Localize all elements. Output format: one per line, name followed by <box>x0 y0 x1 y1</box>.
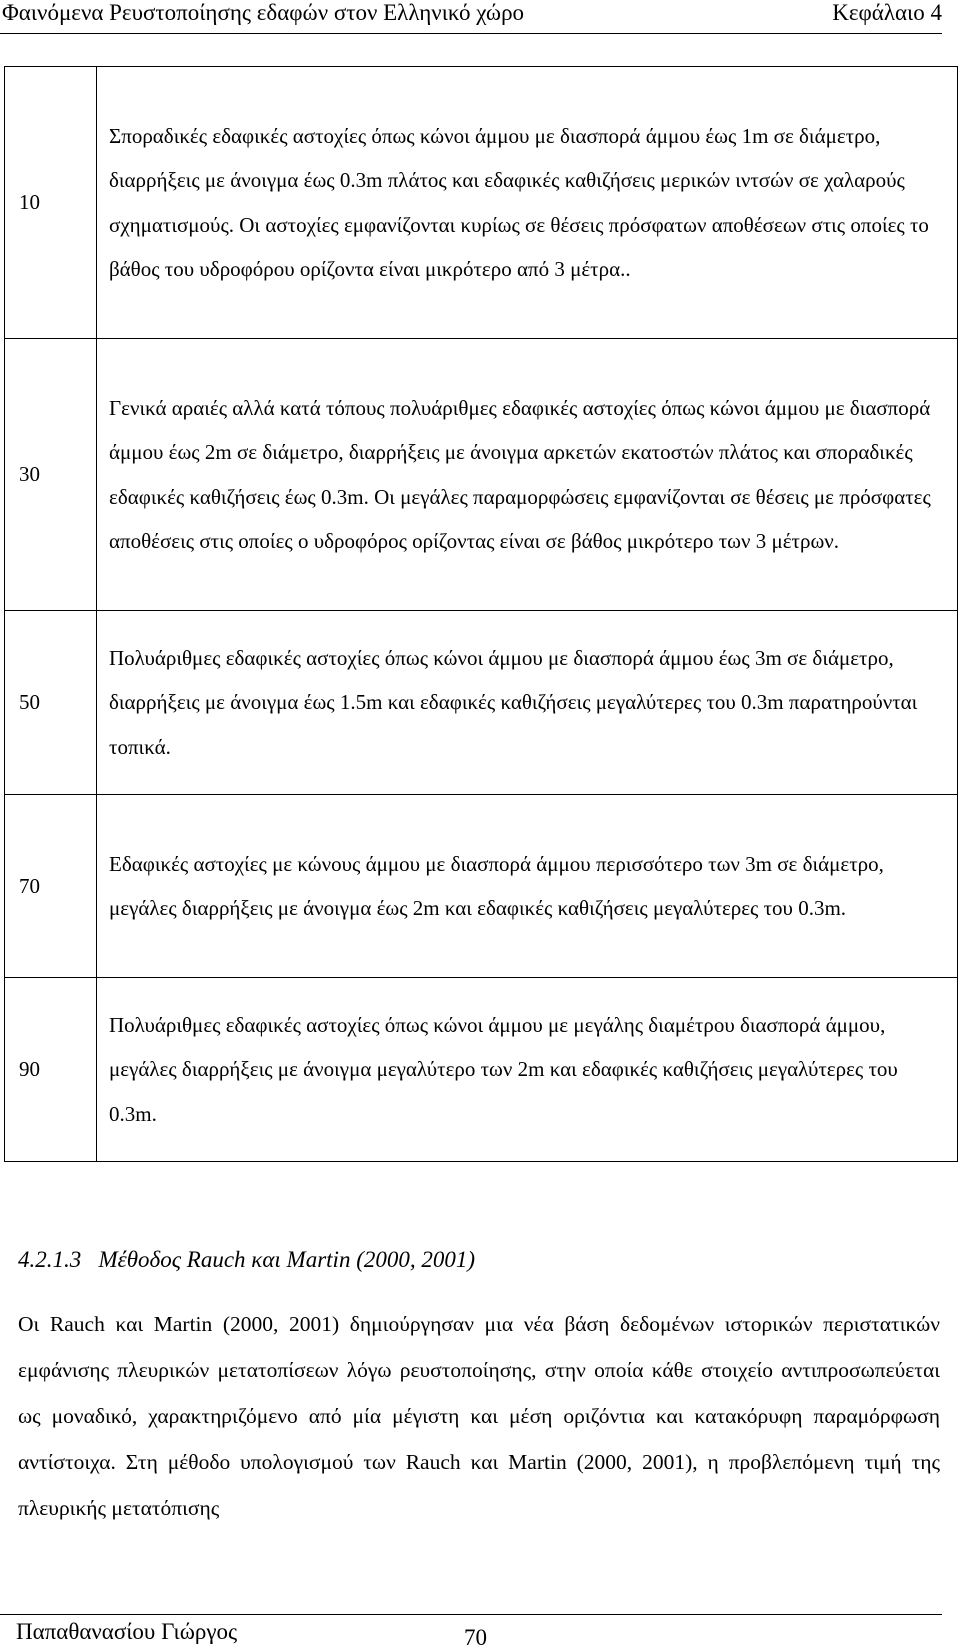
section-heading <box>18 1247 475 1273</box>
footer-author: Παπαθανασίου Γιώργος <box>16 1619 238 1644</box>
intensity-table <box>4 66 958 1162</box>
page-number: 70 <box>464 1625 487 1650</box>
table-row <box>5 795 958 978</box>
row-value: 70 <box>5 795 97 978</box>
body-paragraph: Οι Rauch και Martin (2000, 2001) δημιούργησαν μια νέα βάση δεδομένων ιστορικών περιστατικών εμφάνισης πλευρικών μετατοπίσεων λόγω ρευστοποίησης, στην οποία κάθε στοιχείο αντιπροσωπεύεται ως μοναδικό, χαρακτηριζόμενο από μία μέγιστη και μέση οριζόντια και κατακόρυφη παραμόρφωση αντίστοιχα. Στη μέθοδο υπολογισμού των Rauch και Martin (2000, 2001), η προβλεπόμενη τιμή της πλευρικής μετατόπισης <box>18 1312 940 1520</box>
row-value: 50 <box>5 611 97 795</box>
chapter-label: Κεφάλαιο 4 <box>832 0 942 25</box>
footer-rule <box>0 1614 942 1615</box>
table-row <box>5 978 958 1162</box>
row-value: 10 <box>5 67 97 339</box>
row-description: Σποραδικές εδαφικές αστοχίες όπως κώνοι άμμου με διασπορά άμμου έως 1m σε διάμετρο, διαρρήξεις με άνοιγμα έως 0.3m πλάτος και εδαφικές καθιζήσεις μερικών ιντσών σε χαλαρούς σχηματισμούς. Οι αστοχίες εμφανίζονται κυρίως σε θέσεις πρόσφατων αποθέσεων στις οποίες το βάθος του υδροφόρου ορίζοντα είναι μικρότερο από 3 μέτρα.. <box>97 67 958 339</box>
row-value: 90 <box>5 978 97 1162</box>
row-description: Γενικά αραιές αλλά κατά τόπους πολυάριθμες εδαφικές αστοχίες όπως κώνοι άμμου με διασπορά άμμου έως 2m σε διάμετρο, διαρρήξεις με άνοιγμα αρκετών εκατοστών πλάτος και σποραδικές εδαφικές καθιζήσεις έως 0.3m. Οι μεγάλες παραμορφώσεις εμφανίζονται σε θέσεις με πρόσφατες αποθέσεις στις οποίες ο υδροφόρος ορίζοντας είναι σε βάθος μικρότερο των 3 μέτρων. <box>97 339 958 611</box>
page-header <box>0 0 960 40</box>
table-row <box>5 67 958 339</box>
table-row <box>5 611 958 795</box>
row-description: Εδαφικές αστοχίες με κώνους άμμου με διασπορά άμμου περισσότερο των 3m σε διάμετρο, μεγάλες διαρρήξεις με άνοιγμα έως 2m και εδαφικές καθιζήσεις μεγαλύτερες του 0.3m. <box>97 795 958 978</box>
header-rule <box>0 33 942 34</box>
section-number: 4.2.1.3 <box>18 1247 82 1272</box>
row-description: Πολυάριθμες εδαφικές αστοχίες όπως κώνοι άμμου με μεγάλης διαμέτρου διασπορά άμμου, μεγάλες διαρρήξεις με άνοιγμα μεγαλύτερο των 2m και εδαφικές καθιζήσεις μεγαλύτερες του 0.3m. <box>97 978 958 1162</box>
running-title: Φαινόμενα Ρευστοποίησης εδαφών στον Ελληνικό χώρο <box>2 0 525 25</box>
table-row <box>5 339 958 611</box>
row-value: 30 <box>5 339 97 611</box>
row-description: Πολυάριθμες εδαφικές αστοχίες όπως κώνοι άμμου με διασπορά άμμου έως 3m σε διάμετρο, διαρρήξεις με άνοιγμα έως 1.5m και εδαφικές καθιζήσεις μεγαλύτερες του 0.3m παρατηρούνται τοπικά. <box>97 611 958 795</box>
section-title: Μέθοδος Rauch και Martin (2000, 2001) <box>98 1247 476 1272</box>
